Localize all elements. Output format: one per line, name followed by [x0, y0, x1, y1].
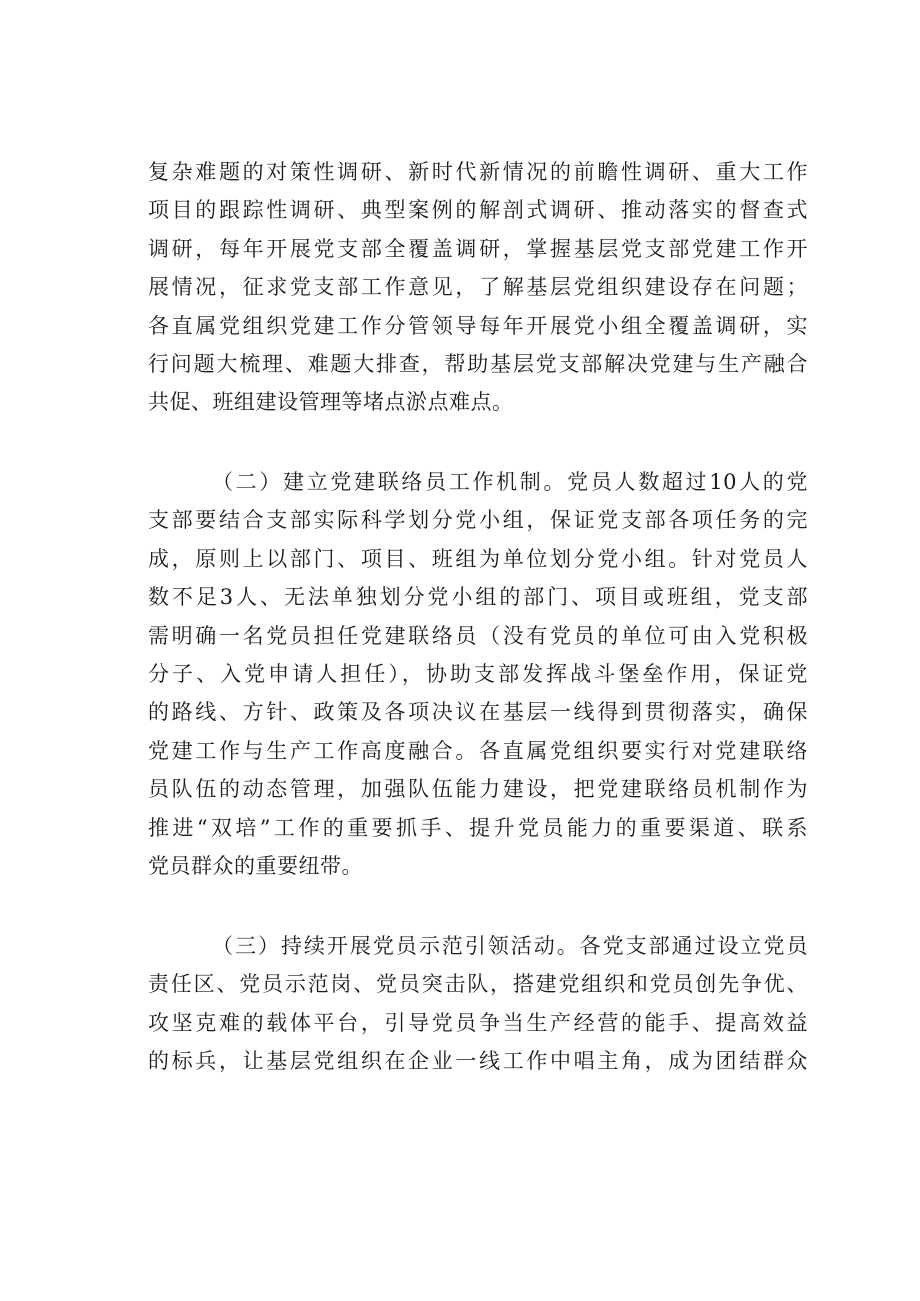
paragraph-model-activities: [148, 927, 808, 1081]
text-line: 项目的跟踪性调研、典型案例的解剖式调研、推动落实的督查式: [148, 198, 808, 223]
paragraph-research: [148, 153, 808, 422]
text-line: 需明确一名党员担任党建联络员（没有党员的单位可由入党积极: [148, 623, 808, 648]
text-line: 展情况，征求党支部工作意见，了解基层党组织建设存在问题；: [148, 275, 808, 300]
text-line: 行问题大梳理、难题大排查，帮助基层党支部解决党建与生产融合: [148, 351, 808, 376]
text-line: 攻坚克难的载体平台，引导党员争当生产经营的能手、提高效益: [148, 1010, 808, 1035]
text-line: （三）持续开展党员示范引领活动。各党支部通过设立党员: [212, 934, 808, 958]
text-line: 调研，每年开展党支部全覆盖调研，掌握基层党支部党建工作开: [148, 236, 808, 261]
text-line: 支部要结合支部实际科学划分党小组，保证党支部各项任务的完: [148, 508, 808, 533]
text-line: 党员群众的重要纽带。: [148, 853, 363, 878]
text-line: 分子、入党申请人担任），协助支部发挥战斗堡垒作用，保证党: [148, 661, 808, 686]
paragraph-liaison-mechanism: [148, 463, 808, 885]
text-line: 复杂难题的对策性调研、新时代新情况的前瞻性调研、重大工作: [148, 160, 808, 184]
text-line: 员队伍的动态管理，加强队伍能力建设，把党建联络员机制作为: [148, 777, 808, 802]
text-line: 的路线、方针、政策及各项决议在基层一线得到贯彻落实，确保: [148, 700, 808, 725]
text-line: 各直属党组织党建工作分管领导每年开展党小组全覆盖调研，实: [148, 313, 808, 338]
text-line: 责任区、党员示范岗、党员突击队，搭建党组织和党员创先争优、: [148, 972, 808, 997]
text-line: 共促、班组建设管理等堵点淤点难点。: [148, 390, 514, 415]
text-line: （二）建立党建联络员工作机制。党员人数超过10人的党: [212, 470, 808, 494]
text-line: 推进“双培”工作的重要抓手、提升党员能力的重要渠道、联系: [148, 815, 808, 840]
text-line: 成，原则上以部门、项目、班组为单位划分党小组。针对党员人: [148, 546, 808, 571]
text-line: 党建工作与生产工作高度融合。各直属党组织要实行对党建联络: [148, 738, 808, 763]
text-line: 数不足3人、无法单独划分党小组的部门、项目或班组，党支部: [148, 585, 808, 610]
text-line: 的标兵，让基层党组织在企业一线工作中唱主角，成为团结群众: [148, 1049, 808, 1074]
